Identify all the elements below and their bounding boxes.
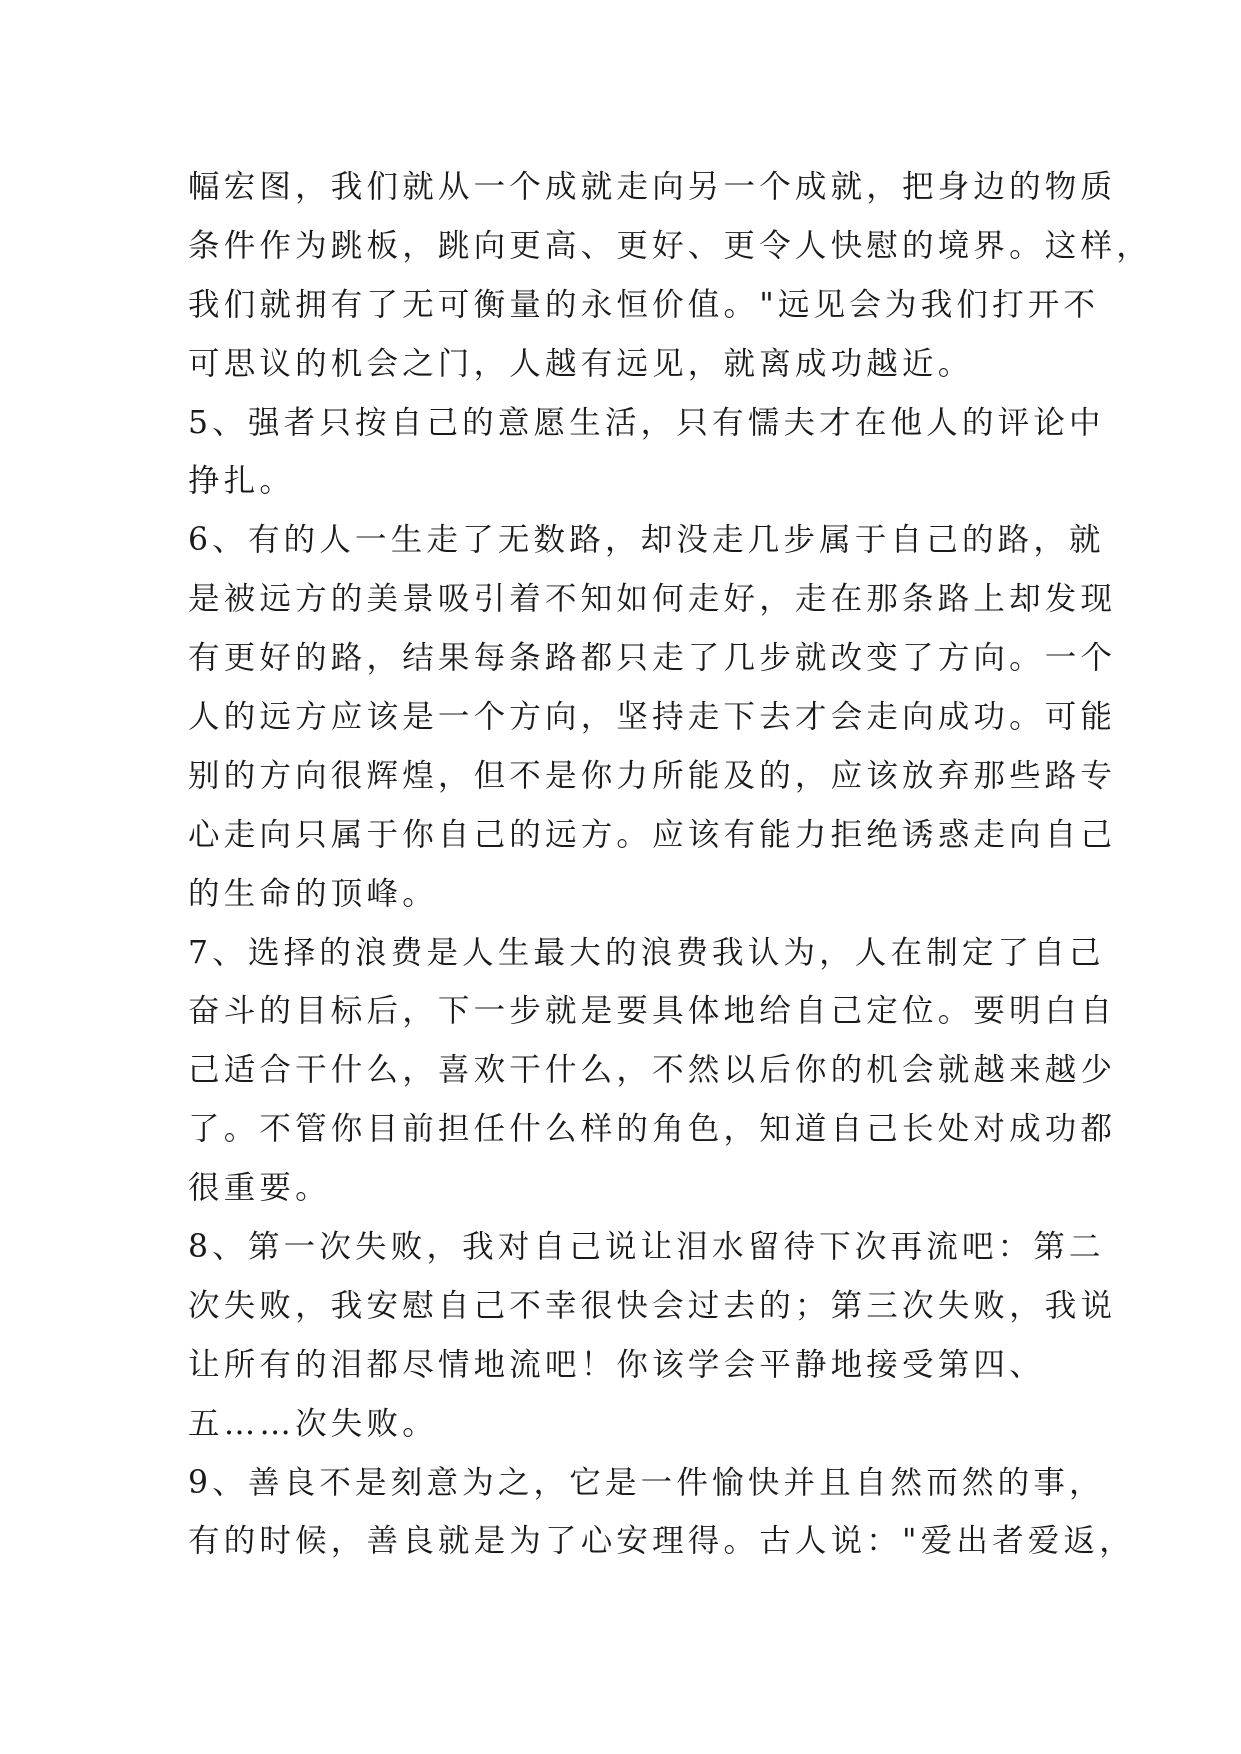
text-line: 可思议的机会之门，人越有远见，就离成功越近。 bbox=[188, 345, 974, 382]
text-line: 人的远方应该是一个方向，坚持走下去才会走向成功。可能 bbox=[188, 699, 1117, 736]
text-line: 7、选择的浪费是人生最大的浪费我认为，人在制定了自己 bbox=[188, 934, 1105, 971]
text-line: 己适合干什么，喜欢干什么，不然以后你的机会就越来越少 bbox=[188, 1052, 1117, 1089]
text-line: 很重要。 bbox=[188, 1170, 331, 1207]
text-line: 的生命的顶峰。 bbox=[188, 875, 438, 912]
text-line: 8、第一次失败，我对自己说让泪水留待下次再流吧：第二 bbox=[188, 1229, 1105, 1266]
text-line: 挣扎。 bbox=[188, 463, 296, 500]
text-line: 我们就拥有了无可衡量的永恒价值。"远见会为我们打开不 bbox=[188, 286, 1100, 323]
text-line: 9、善良不是刻意为之，它是一件愉快并且自然而然的事， bbox=[188, 1464, 1105, 1501]
text-line: 是被远方的美景吸引着不知如何走好，走在那条路上却发现 bbox=[188, 581, 1117, 618]
text-line: 五……次失败。 bbox=[188, 1405, 438, 1442]
text-line: 了。不管你目前担任什么样的角色，知道自己长处对成功都 bbox=[188, 1111, 1117, 1148]
text-line: 6、有的人一生走了无数路，却没走几步属于自己的路，就 bbox=[188, 522, 1105, 559]
text-line: 5、强者只按自己的意愿生活，只有懦夫才在他人的评论中 bbox=[188, 404, 1105, 441]
text-line: 次失败，我安慰自己不幸很快会过去的；第三次失败，我说 bbox=[188, 1287, 1117, 1324]
text-line: 有更好的路，结果每条路都只走了几步就改变了方向。一个 bbox=[188, 640, 1117, 677]
text-line: 条件作为跳板，跳向更高、更好、更令人快慰的境界。这样， bbox=[188, 227, 1152, 264]
body-text bbox=[188, 158, 1152, 1571]
text-line: 别的方向很辉煌，但不是你力所能及的，应该放弃那些路专 bbox=[188, 757, 1117, 794]
text-line: 心走向只属于你自己的远方。应该有能力拒绝诱惑走向自己 bbox=[188, 816, 1117, 853]
text-line: 让所有的泪都尽情地流吧！你该学会平静地接受第四、 bbox=[188, 1346, 1045, 1383]
text-line: 幅宏图，我们就从一个成就走向另一个成就，把身边的物质 bbox=[188, 169, 1117, 205]
text-line: 有的时候，善良就是为了心安理得。古人说："爱出者爱返， bbox=[188, 1523, 1135, 1560]
text-line: 奋斗的目标后，下一步就是要具体地给自己定位。要明白自 bbox=[188, 993, 1117, 1030]
